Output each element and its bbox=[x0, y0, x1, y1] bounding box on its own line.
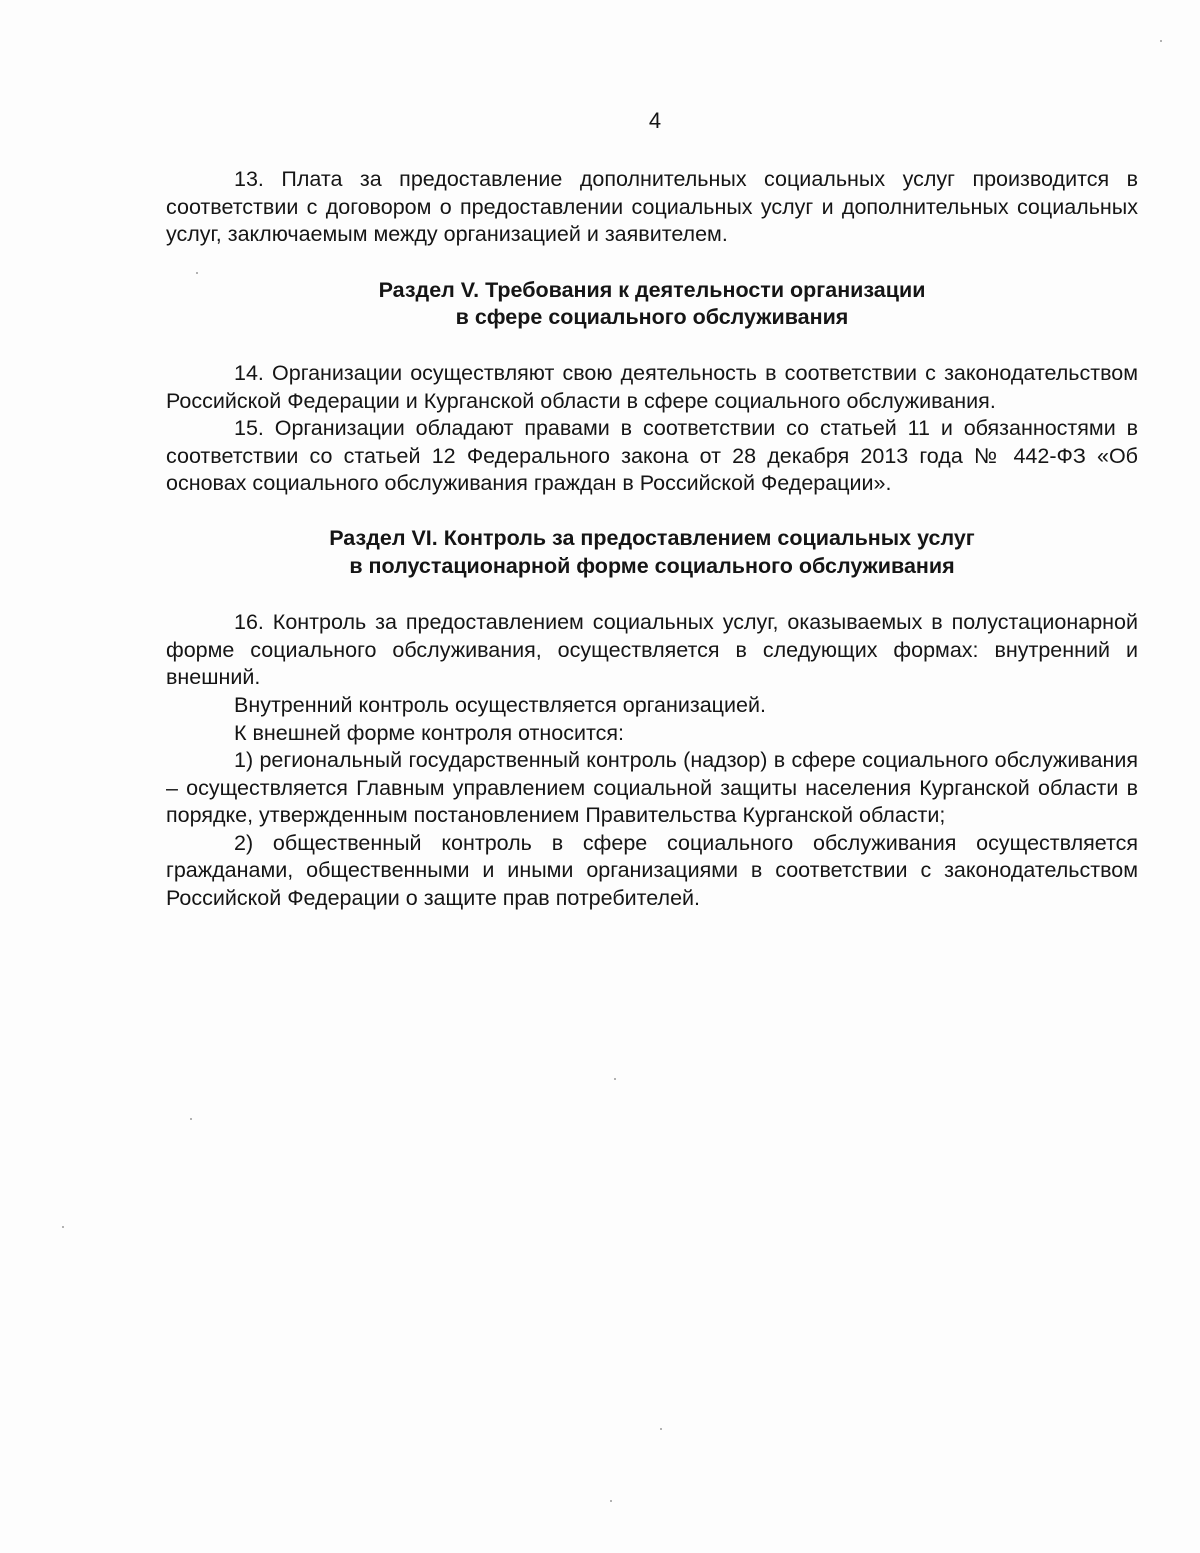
paragraph-15: 15. Организации обладают правами в соответствии со статьей 11 и обязанностями в соответствии со статьей 12 Федерального закона от 28 декабря 2013 года № 442-ФЗ «Об основах социального обслуживания граждан в Российской Федерации». bbox=[166, 416, 1138, 496]
paragraph-14: 14. Организации осуществляют свою деятельность в соответствии с законодательством Российской Федерации и Курганской области в сфере социального обслуживания. bbox=[166, 360, 1138, 413]
section-5-heading bbox=[166, 277, 1138, 332]
paragraph-13: 13. Плата за предоставление дополнительных социальных услуг производится в соответствии с договором о предоставлении социальных услуг и дополнительных социальных услуг, заключаемым между организацией и заявителем. bbox=[166, 167, 1138, 247]
section-5-title-line-2: в сфере социального обслуживания bbox=[455, 305, 849, 330]
scan-speck bbox=[610, 1500, 612, 1502]
scan-speck bbox=[62, 1226, 64, 1228]
regional-control-item: 1) региональный государственный контроль (надзор) в сфере социального обслуживания – осуществляется Главным управлением социальной защиты населения Курганской области в порядке, утвержденным постановлением Правительства Курганской области; bbox=[166, 748, 1138, 828]
page-number: 4 bbox=[648, 108, 662, 133]
section-5-title-line-1: Раздел V. Требования к деятельности организации bbox=[378, 277, 926, 302]
document-body bbox=[166, 166, 1138, 913]
section-6-title-line-1: Раздел VI. Контроль за предоставлением социальных услуг bbox=[329, 525, 975, 550]
scan-speck bbox=[614, 1078, 616, 1080]
section-6-heading bbox=[166, 525, 1138, 580]
scan-speck bbox=[1160, 40, 1162, 42]
scan-speck bbox=[660, 1428, 662, 1430]
paragraph-16: 16. Контроль за предоставлением социальных услуг, оказываемых в полустационарной форме социального обслуживания, осуществляется в следующих формах: внутренний и внешний. bbox=[166, 610, 1138, 690]
scan-speck bbox=[190, 1118, 192, 1120]
internal-control-paragraph: Внутренний контроль осуществляется организацией. bbox=[234, 692, 766, 717]
section-6-title-line-2: в полустационарной форме социального обслуживания bbox=[349, 553, 955, 578]
external-control-intro: К внешней форме контроля относится: bbox=[234, 720, 624, 745]
public-control-item: 2) общественный контроль в сфере социального обслуживания осуществляется гражданами, общественными и иными организациями в соответствии с законодательством Российской Федерации о защите прав потребителей. bbox=[166, 830, 1138, 911]
